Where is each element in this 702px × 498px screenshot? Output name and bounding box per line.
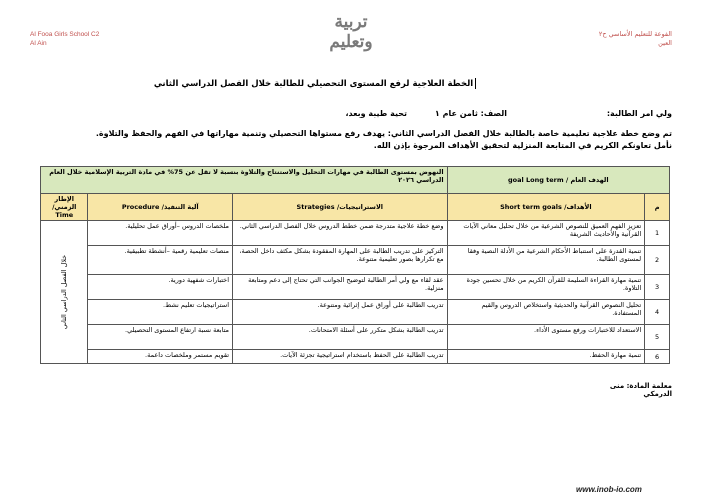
short-term-goal-cell: الاستعداد للاختبارات ورفع مستوى الأداء. (447, 325, 645, 350)
strategy-cell: تدريب الطالبة على الحفظ باستخدام استراتيجية تجزئة الآيات. (233, 350, 448, 364)
strategy-cell: وضع خطة علاجية متدرجة ضمن خطط الدروس خلال الفصل الدراسي الثاني. (233, 221, 448, 246)
header-procedure: آلية التنفيذ/ Procedure (88, 194, 233, 221)
table-row (41, 325, 670, 350)
long-term-goal-value: النهوض بمستوى الطالبة في مهارات التحليل والاستنتاج والتلاوة بنسبة لا تقل عن 75% في مادة التربية الإسلامية خلال العام الدراسي ٢٠٢٦ (41, 167, 448, 194)
intro-line-1: تم وضع خطة علاجية تعليمية خاصة بالطالبة خلال الفصل الدراسي الثاني: يهدف رفع مستواها التحصيلي وتنمية مهاراتها في الفهم والحفظ والتلاوة. (95, 129, 672, 138)
row-number: 4 (645, 300, 670, 325)
header-number: م (645, 194, 670, 221)
short-term-goal-cell: تنمية مهارة القراءة السليمة للقرآن الكريم من خلال تحسين جودة التلاوة. (447, 275, 645, 300)
procedure-cell: منصات تعليمية رقمية –أنشطة تطبيقية. (88, 246, 233, 275)
intro-line-2: نأمل تعاونكم الكريم في المتابعة المنزلية لتحقيق الأهداف المرجوة بإذن الله. (373, 141, 672, 150)
guardian-label: ولي امر الطالبة: (606, 109, 672, 118)
remedial-plan-table (40, 166, 670, 364)
procedure-cell: اختبارات شفهية دورية. (88, 275, 233, 300)
table-row (41, 246, 670, 275)
school-name-arabic (599, 30, 672, 48)
table-row (41, 275, 670, 300)
row-number: 5 (645, 325, 670, 350)
header-strategies: الاستراتيجيات/ Strategies (233, 194, 448, 221)
row-number: 1 (645, 221, 670, 246)
teacher-signature-line: معلمة المادة: منى الدرمكي (609, 382, 672, 398)
intro-paragraph (80, 128, 672, 152)
procedure-cell: متابعة نسبة ارتفاع المستوى التحصيلي. (88, 325, 233, 350)
table-row (41, 350, 670, 364)
school-name-en-line2: Al Ain (30, 40, 47, 47)
logo-word-bottom: وتعليم (329, 32, 373, 52)
footer-watermark: www.inob-io.com (576, 485, 642, 494)
long-term-goal-row (41, 167, 670, 194)
strategy-cell: تدريب الطالبة بشكل متكرر على أسئلة الامتحانات. (233, 325, 448, 350)
document-title (150, 78, 480, 89)
short-term-goal-cell: تنمية القدرة على استنباط الأحكام الشرعية من الأدلة النصية وفقا لمستوى الطالبة. (447, 246, 645, 275)
document-title-text: الخطة العلاجية لرفع المستوى التحصيلي للطالبة خلال الفصل الدراسي الثاني (153, 79, 474, 89)
procedure-cell: تقويم مستمر وملخصات داعمة. (88, 350, 233, 364)
procedure-cell: ملخصات الدروس –أوراق عمل تحليلية. (88, 221, 233, 246)
row-number: 3 (645, 275, 670, 300)
strategy-cell: التركيز على تدريب الطالبة على المهارة المفقودة بشكل مكثف داخل الحصة، مع تكرارها بصور تعليمية متنوعة. (233, 246, 448, 275)
table-row (41, 300, 670, 325)
time-frame-text: خلال الفصل الدراسي الثاني (60, 254, 69, 330)
logo-word-top: تربية (334, 12, 368, 32)
strategy-cell: تدريب الطالبة على أوراق عمل إثرائية ومتنوعة. (233, 300, 448, 325)
table-header-row (41, 194, 670, 221)
row-number: 2 (645, 246, 670, 275)
strategy-cell: عقد لقاء مع ولي أمر الطالبة لتوضيح الجوانب التي تحتاج إلى دعم ومتابعة منزلية. (233, 275, 448, 300)
table-row (41, 221, 670, 246)
text-cursor (475, 78, 476, 89)
header-time-frame: الإطار الزمني/ Time (41, 194, 88, 221)
short-term-goal-cell: تعزيز الفهم العميق للنصوص الشرعية من خلال تحليل معاني الآيات القرآنية والأحاديث الشريفة (447, 221, 645, 246)
school-name-ar-line1: الفوعة للتعليم الأساسي ح٢ (598, 30, 672, 38)
school-name-english (30, 30, 99, 48)
school-name-en-line1: Al Fooa Girls School C2 (30, 31, 100, 38)
time-frame-cell (41, 221, 88, 364)
procedure-cell: استراتيجيات تعليم نشط. (88, 300, 233, 325)
ministry-logo (322, 12, 380, 58)
school-name-ar-line2: العين (658, 39, 672, 47)
info-row (180, 109, 672, 121)
grade-label: الصف: ثامن عام ١ (434, 109, 507, 118)
row-number: 6 (645, 350, 670, 364)
short-term-goal-cell: تحليل النصوص القرآنية والحديثية واستخلاص الدروس والقيم المستفادة. (447, 300, 645, 325)
long-term-goal-label: الهدف العام / goal Long term (447, 167, 669, 194)
short-term-goal-cell: تنمية مهارة الحفظ. (447, 350, 645, 364)
header-short-term-goals: الأهداف/ Short term goals (447, 194, 645, 221)
greeting-text: تحية طيبة وبعد، (345, 109, 407, 118)
